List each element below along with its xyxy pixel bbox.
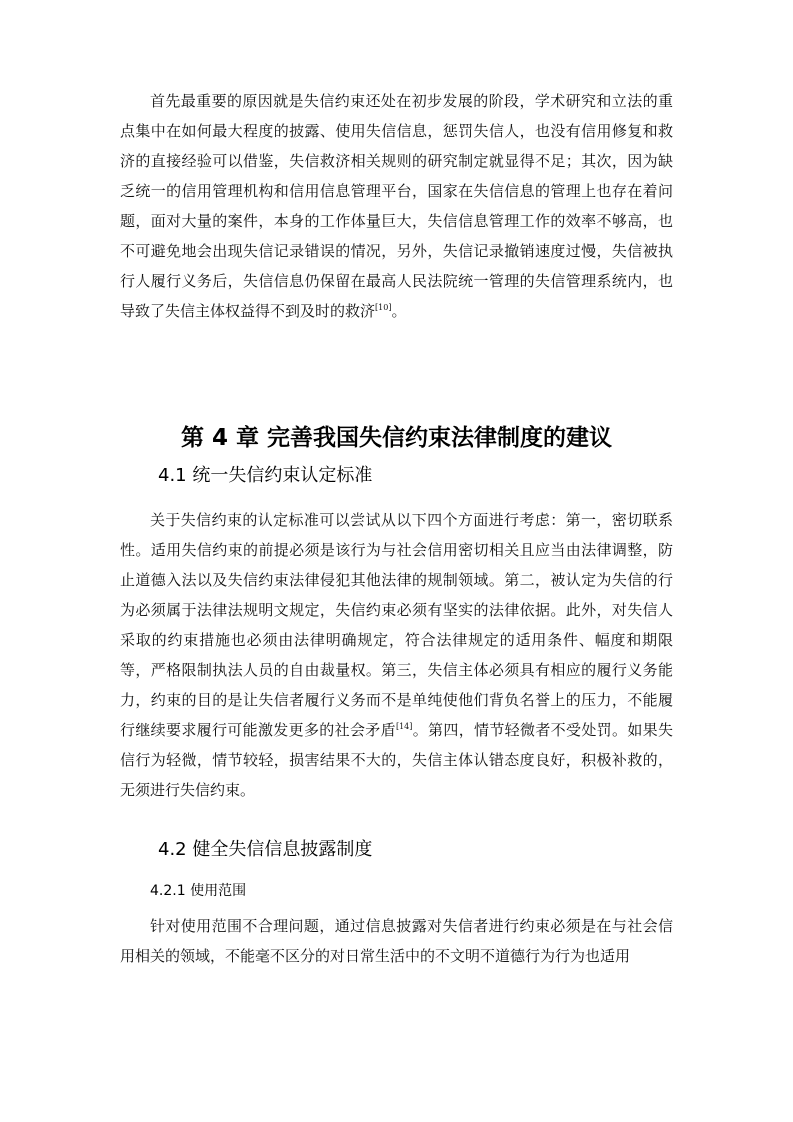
citation-10: [10] xyxy=(375,303,392,312)
section-4-1-text-b: 。第四，情节轻微者不受处罚。如果失信行为轻微，情节较轻，损害结果不大的，失信主体认错态度良好，积极补救的，无须进行失信约束。 xyxy=(120,721,673,799)
citation-14: [14] xyxy=(395,722,413,731)
subsection-4-2-1-paragraph: 针对使用范围不合理问题，通过信息披露对失信者进行约束必须是在与社会信用相关的领域，不能毫不区分的对日常生活中的不文明不道德行为行为也适用 xyxy=(120,917,673,965)
section-4-1-title: 4.1 统一失信约束认定标准 xyxy=(158,465,373,486)
chapter-title: 第 4 章 完善我国失信约束法律制度的建议 xyxy=(180,425,613,451)
subsection-4-2-1-title: 4.2.1 使用范围 xyxy=(150,883,247,899)
section-4-2-title: 4.2 健全失信信息披露制度 xyxy=(158,839,373,860)
section-4-1-text-a: 关于失信约束的认定标准可以尝试从以下四个方面进行考虑：第一，密切联系性。适用失信约束的前提必须是该行为与社会信用密切相关且应当由法律调整，防止道德入法以及失信约束法律侵犯其他法律的规制领域。第二，被认定为失信的行为必须属于法律法规明文规定，失信约束必须有坚实的法律依据。此外，对失信人采取的约束措施也必须由法律明确规定，符合法律规定的适用条件、幅度和期限等，严格限制执法人员的自由裁量权。第三，失信主体必须具有相应的履行义务能力，约束的目的是让失信者履行义务而不是单纯使他们背负名誉上的压力，不能履行继续要求履行可能激发更多的社会矛盾 xyxy=(120,511,673,739)
paragraph-intro-text: 首先最重要的原因就是失信约束还处在初步发展的阶段，学术研究和立法的重点集中在如何最大程度的披露、使用失信信息，惩罚失信人，也没有信用修复和救济的直接经验可以借鉴，失信救济相关规则的研究制定就显得不足；其次，因为缺乏统一的信用管理机构和信用信息管理平台，国家在失信信息的管理上也存在着问题，面对大量的案件，本身的工作体量巨大，失信信息管理工作的效率不够高，也不可避免地会出现失信记录错误的情况，另外，失信记录撤销速度过慢，失信被执行人履行义务后，失信信息仍保留在最高人民法院统一管理的失信管理系统内，也导致了失信主体权益得不到及时的救济 xyxy=(120,92,673,320)
paragraph-intro xyxy=(120,86,673,326)
section-4-1-paragraph xyxy=(120,505,673,805)
paragraph-intro-end: 。 xyxy=(391,302,407,320)
